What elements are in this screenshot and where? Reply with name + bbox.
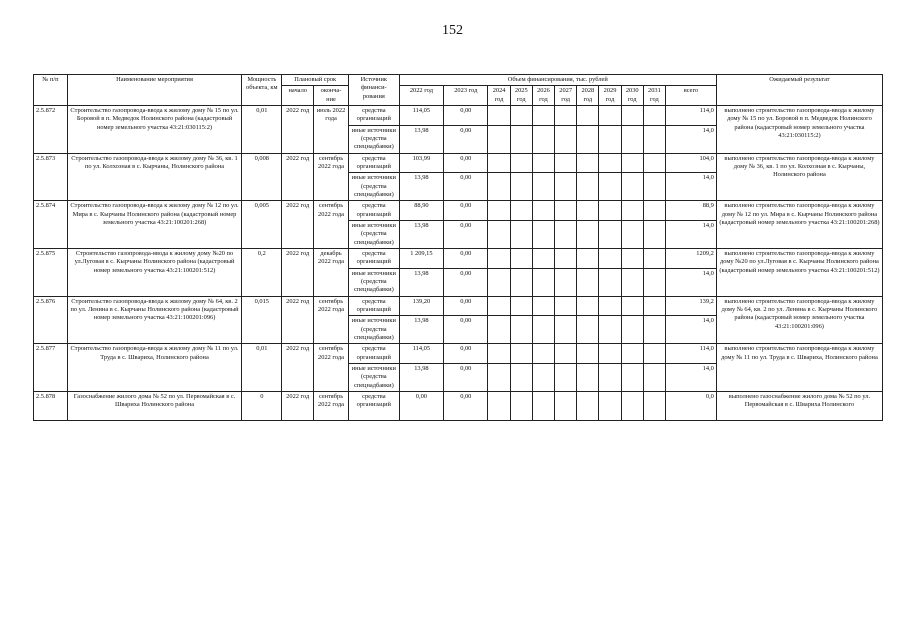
- row-value-2022: 0,00: [399, 391, 443, 420]
- row-result: выполнено строительство газопровода-ввода к жилому дому № 11 по ул. Труда в с. Швариха, Нолинского района: [716, 344, 882, 392]
- header-total: всего: [665, 86, 716, 106]
- row-total: 0,0: [665, 391, 716, 420]
- row-name: Строительство газопровода-ввода к жилому дому № 15 по ул. Боровой в п. Медведок Нолинского района (кадастровый номер земельного участка 43:21:030115:2): [67, 105, 241, 153]
- row-number: 2.5.874: [34, 201, 68, 249]
- empty-year-cell: [510, 125, 532, 153]
- empty-year-cell: [577, 296, 599, 316]
- row-value-2022: 13,98: [399, 268, 443, 296]
- empty-year-cell: [532, 268, 554, 296]
- empty-year-cell: [555, 248, 577, 268]
- empty-year-cell: [488, 173, 510, 201]
- empty-year-cell: [599, 316, 621, 344]
- row-value-2023: 0,00: [444, 316, 488, 344]
- row-start: 2022 год: [282, 344, 314, 392]
- row-name: Строительство газопровода-ввода к жилому дому № 11 по ул. Труда в с. Швариха, Нолинского района: [67, 344, 241, 392]
- header-year-2023: 2023 год: [444, 86, 488, 106]
- empty-year-cell: [621, 391, 643, 420]
- empty-year-cell: [532, 296, 554, 316]
- header-capacity: Мощность объекта, км: [242, 75, 282, 106]
- financing-table: [33, 74, 883, 421]
- empty-year-cell: [532, 125, 554, 153]
- row-value-2022: 88,90: [399, 201, 443, 221]
- header-plan-term: Плановый срок: [282, 75, 349, 86]
- row-source-organizations: средства организаций: [348, 391, 399, 420]
- empty-year-cell: [577, 153, 599, 173]
- header-year-2030: 2030 год: [621, 86, 643, 106]
- row-value-2022: 13,98: [399, 363, 443, 391]
- row-capacity: 0,2: [242, 248, 282, 296]
- empty-year-cell: [577, 391, 599, 420]
- empty-year-cell: [555, 105, 577, 125]
- row-capacity: 0,008: [242, 153, 282, 201]
- empty-year-cell: [621, 344, 643, 364]
- row-number: 2.5.878: [34, 391, 68, 420]
- empty-year-cell: [577, 125, 599, 153]
- empty-year-cell: [532, 201, 554, 221]
- row-end: сентябрь 2022 года: [314, 201, 349, 249]
- row-result: выполнено газоснабжение жилого дома № 52 по ул. Первомайская в с. Швариха Нолинского: [716, 391, 882, 420]
- row-end: сентябрь 2022 года: [314, 153, 349, 201]
- empty-year-cell: [510, 344, 532, 364]
- table-row: [34, 296, 883, 316]
- empty-year-cell: [599, 173, 621, 201]
- empty-year-cell: [621, 363, 643, 391]
- row-start: 2022 год: [282, 391, 314, 420]
- row-source-organizations: средства организаций: [348, 105, 399, 125]
- header-name: Наименование мероприятия: [67, 75, 241, 106]
- empty-year-cell: [599, 153, 621, 173]
- row-source-other: иные источники (средства спецнадбавки): [348, 125, 399, 153]
- empty-year-cell: [532, 391, 554, 420]
- empty-year-cell: [488, 363, 510, 391]
- header-year-2026: 2026 год: [532, 86, 554, 106]
- empty-year-cell: [488, 201, 510, 221]
- table-row: [34, 153, 883, 173]
- row-value-2022: 114,05: [399, 344, 443, 364]
- empty-year-cell: [643, 220, 665, 248]
- row-source-other: иные источники (средства спецнадбавки): [348, 173, 399, 201]
- row-source-other: иные источники (средства спецнадбавки): [348, 316, 399, 344]
- empty-year-cell: [621, 268, 643, 296]
- header-volume: Объем финансирования, тыс. рублей: [399, 75, 716, 86]
- row-start: 2022 год: [282, 248, 314, 296]
- row-name: Строительство газопровода-ввода к жилому дому № 12 по ул. Мира в с. Кырчаны Нолинского района (кадастровый номер земельного участка 43:21:100201:268): [67, 201, 241, 249]
- row-value-2023: 0,00: [444, 344, 488, 364]
- row-name: Строительство газопровода-ввода к жилому дому № 64, кв. 2 по ул. Ленина в с. Кырчаны Нолинского района (кадастровый номер земельного участка 43:21:100201:096): [67, 296, 241, 344]
- empty-year-cell: [555, 201, 577, 221]
- row-start: 2022 год: [282, 105, 314, 153]
- empty-year-cell: [643, 125, 665, 153]
- empty-year-cell: [555, 125, 577, 153]
- empty-year-cell: [532, 363, 554, 391]
- empty-year-cell: [488, 391, 510, 420]
- row-value-2022: 139,20: [399, 296, 443, 316]
- row-end: сентябрь 2022 года: [314, 391, 349, 420]
- empty-year-cell: [577, 344, 599, 364]
- row-value-2023: 0,00: [444, 268, 488, 296]
- empty-year-cell: [488, 220, 510, 248]
- empty-year-cell: [577, 105, 599, 125]
- empty-year-cell: [510, 316, 532, 344]
- empty-year-cell: [621, 125, 643, 153]
- empty-year-cell: [643, 153, 665, 173]
- empty-year-cell: [643, 316, 665, 344]
- empty-year-cell: [532, 105, 554, 125]
- empty-year-cell: [621, 220, 643, 248]
- empty-year-cell: [488, 296, 510, 316]
- empty-year-cell: [510, 220, 532, 248]
- empty-year-cell: [577, 316, 599, 344]
- row-source-organizations: средства организаций: [348, 153, 399, 173]
- row-source-other: иные источники (средства спецнадбавки): [348, 220, 399, 248]
- row-total: 14,0: [665, 220, 716, 248]
- empty-year-cell: [621, 153, 643, 173]
- row-value-2022: 13,98: [399, 316, 443, 344]
- empty-year-cell: [555, 296, 577, 316]
- row-value-2023: 0,00: [444, 296, 488, 316]
- table-row: [34, 201, 883, 221]
- header-num: № п/п: [34, 75, 68, 106]
- row-value-2023: 0,00: [444, 391, 488, 420]
- row-source-other: иные источники (средства спецнадбавки): [348, 363, 399, 391]
- empty-year-cell: [643, 201, 665, 221]
- empty-year-cell: [577, 363, 599, 391]
- row-end: сентябрь 2022 года: [314, 344, 349, 392]
- row-total: 14,0: [665, 125, 716, 153]
- row-result: выполнено строительство газопровода-ввода к жилому дому №20 по ул.Луговая в с. Кырчаны Нолинского района (кадастровый номер земельного участка 43:21:100201:512): [716, 248, 882, 296]
- empty-year-cell: [643, 248, 665, 268]
- empty-year-cell: [599, 268, 621, 296]
- page-number: 152: [442, 23, 463, 38]
- row-result: выполнено строительство газопровода-ввода к жилому дому № 36, кв. 1 по ул. Колхозная в с. Кырчаны, Нолинского района: [716, 153, 882, 201]
- empty-year-cell: [510, 173, 532, 201]
- empty-year-cell: [643, 363, 665, 391]
- row-total: 14,0: [665, 363, 716, 391]
- row-start: 2022 год: [282, 201, 314, 249]
- empty-year-cell: [621, 248, 643, 268]
- row-name: Газоснабжение жилого дома № 52 по ул. Первомайская в с. Швариха Нолинского района: [67, 391, 241, 420]
- header-year-2024: 2024 год: [488, 86, 510, 106]
- row-total: 88,9: [665, 201, 716, 221]
- header-year-2027: 2027 год: [555, 86, 577, 106]
- empty-year-cell: [510, 268, 532, 296]
- empty-year-cell: [599, 125, 621, 153]
- empty-year-cell: [599, 220, 621, 248]
- empty-year-cell: [555, 316, 577, 344]
- row-name: Строительство газопровода-ввода к жилому дому №20 по ул.Луговая в с. Кырчаны Нолинского района (кадастровый номер земельного участка 43:21:100201:512): [67, 248, 241, 296]
- empty-year-cell: [599, 248, 621, 268]
- empty-year-cell: [621, 105, 643, 125]
- table-row: [34, 391, 883, 420]
- row-result: выполнено строительство газопровода-ввода к жилому дому № 12 по ул. Мира в с. Кырчаны Нолинского района (кадастровый номер земельного участка 43:21:100201:268): [716, 201, 882, 249]
- row-value-2023: 0,00: [444, 248, 488, 268]
- header-start: начало: [282, 86, 314, 106]
- empty-year-cell: [599, 391, 621, 420]
- empty-year-cell: [555, 173, 577, 201]
- row-capacity: 0,01: [242, 344, 282, 392]
- row-value-2023: 0,00: [444, 201, 488, 221]
- empty-year-cell: [510, 201, 532, 221]
- header-source: Источник финанси- рования: [348, 75, 399, 106]
- empty-year-cell: [510, 105, 532, 125]
- empty-year-cell: [643, 391, 665, 420]
- row-total: 139,2: [665, 296, 716, 316]
- row-value-2023: 0,00: [444, 105, 488, 125]
- empty-year-cell: [555, 363, 577, 391]
- empty-year-cell: [488, 268, 510, 296]
- empty-year-cell: [577, 248, 599, 268]
- empty-year-cell: [488, 125, 510, 153]
- row-value-2022: 13,98: [399, 220, 443, 248]
- empty-year-cell: [599, 344, 621, 364]
- row-start: 2022 год: [282, 153, 314, 201]
- empty-year-cell: [643, 173, 665, 201]
- row-total: 1209,2: [665, 248, 716, 268]
- row-capacity: 0: [242, 391, 282, 420]
- row-number: 2.5.875: [34, 248, 68, 296]
- empty-year-cell: [532, 316, 554, 344]
- empty-year-cell: [555, 220, 577, 248]
- empty-year-cell: [577, 220, 599, 248]
- empty-year-cell: [488, 153, 510, 173]
- row-value-2022: 13,98: [399, 125, 443, 153]
- empty-year-cell: [510, 153, 532, 173]
- table-header: [34, 75, 883, 106]
- row-number: 2.5.877: [34, 344, 68, 392]
- empty-year-cell: [510, 391, 532, 420]
- row-total: 14,0: [665, 173, 716, 201]
- header-year-2029: 2029 год: [599, 86, 621, 106]
- row-value-2023: 0,00: [444, 125, 488, 153]
- row-total: 14,0: [665, 316, 716, 344]
- empty-year-cell: [599, 201, 621, 221]
- empty-year-cell: [488, 316, 510, 344]
- row-capacity: 0,005: [242, 201, 282, 249]
- empty-year-cell: [532, 153, 554, 173]
- row-name: Строительство газопровода-ввода к жилому дому № 36, кв. 1 по ул. Колхозная в с. Кырчаны, Нолинского района: [67, 153, 241, 201]
- empty-year-cell: [621, 201, 643, 221]
- row-source-organizations: средства организаций: [348, 296, 399, 316]
- empty-year-cell: [510, 248, 532, 268]
- empty-year-cell: [532, 344, 554, 364]
- row-total: 114,0: [665, 105, 716, 125]
- empty-year-cell: [532, 248, 554, 268]
- empty-year-cell: [599, 105, 621, 125]
- empty-year-cell: [510, 363, 532, 391]
- row-total: 104,0: [665, 153, 716, 173]
- empty-year-cell: [577, 268, 599, 296]
- row-number: 2.5.876: [34, 296, 68, 344]
- row-source-organizations: средства организаций: [348, 344, 399, 364]
- table-body: [34, 105, 883, 420]
- empty-year-cell: [510, 296, 532, 316]
- header-year-2028: 2028 год: [577, 86, 599, 106]
- table-row: [34, 105, 883, 125]
- header-year-2022: 2022 год: [399, 86, 443, 106]
- empty-year-cell: [599, 296, 621, 316]
- empty-year-cell: [643, 344, 665, 364]
- empty-year-cell: [577, 201, 599, 221]
- header-year-2025: 2025 год: [510, 86, 532, 106]
- empty-year-cell: [555, 153, 577, 173]
- empty-year-cell: [555, 391, 577, 420]
- row-total: 114,0: [665, 344, 716, 364]
- empty-year-cell: [577, 173, 599, 201]
- header-end: оконча- ние: [314, 86, 349, 106]
- row-value-2022: 103,99: [399, 153, 443, 173]
- header-year-2031: 2031 год: [643, 86, 665, 106]
- row-source-other: иные источники (средства спецнадбавки): [348, 268, 399, 296]
- empty-year-cell: [643, 105, 665, 125]
- row-result: выполнено строительство газопровода-ввода к жилому дому № 64, кв. 2 по ул. Ленина в с. Кырчаны Нолинского района (кадастровый номер земельного участка 43:21:100201:096): [716, 296, 882, 344]
- empty-year-cell: [643, 296, 665, 316]
- empty-year-cell: [555, 268, 577, 296]
- row-value-2023: 0,00: [444, 363, 488, 391]
- row-capacity: 0,015: [242, 296, 282, 344]
- row-value-2023: 0,00: [444, 220, 488, 248]
- row-number: 2.5.872: [34, 105, 68, 153]
- row-value-2022: 13,98: [399, 173, 443, 201]
- empty-year-cell: [621, 316, 643, 344]
- row-value-2022: 114,05: [399, 105, 443, 125]
- row-end: сентябрь 2022 года: [314, 296, 349, 344]
- table-row: [34, 344, 883, 364]
- header-result: Ожидаемый результат: [716, 75, 882, 106]
- row-source-organizations: средства организаций: [348, 248, 399, 268]
- row-end: июль 2022 года: [314, 105, 349, 153]
- row-result: выполнено строительство газопровода-ввода к жилому дому № 15 по ул. Боровой в п. Медведок Нолинского района (кадастровый номер земельного участка 43:21:030115:2): [716, 105, 882, 153]
- row-value-2023: 0,00: [444, 173, 488, 201]
- row-value-2022: 1 209,15: [399, 248, 443, 268]
- row-start: 2022 год: [282, 296, 314, 344]
- row-capacity: 0,01: [242, 105, 282, 153]
- row-source-organizations: средства организаций: [348, 201, 399, 221]
- row-total: 14,0: [665, 268, 716, 296]
- empty-year-cell: [599, 363, 621, 391]
- empty-year-cell: [532, 173, 554, 201]
- row-number: 2.5.873: [34, 153, 68, 201]
- row-value-2023: 0,00: [444, 153, 488, 173]
- empty-year-cell: [643, 268, 665, 296]
- empty-year-cell: [555, 344, 577, 364]
- empty-year-cell: [488, 248, 510, 268]
- empty-year-cell: [532, 220, 554, 248]
- row-end: декабрь 2022 года: [314, 248, 349, 296]
- empty-year-cell: [621, 296, 643, 316]
- empty-year-cell: [488, 105, 510, 125]
- empty-year-cell: [488, 344, 510, 364]
- empty-year-cell: [621, 173, 643, 201]
- table-row: [34, 248, 883, 268]
